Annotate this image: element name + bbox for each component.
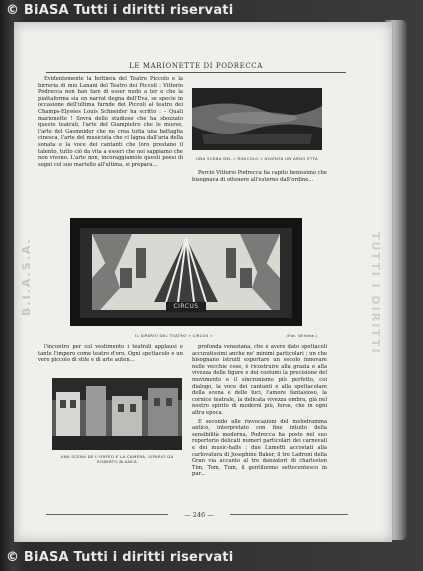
paragraph: E secondo alle rievocazioni del melodramma antico, interpretato con fine intuito della sensibilità moderna, Podrecca ha posto nel suo repertorio delicati numeri particolari dei carnevali e dei music-halls : due Lumetti accostati alla carlovatura di Josephine Baker, il tre Ladroni della Gran via accanto al tre danzatori di charleston Tim, Tom, Tum, il gentiluomo settecentesco in par... [192,418,327,478]
photo-circus-curtain [70,218,302,326]
text-column-top-right [192,170,327,208]
watermark-bottom: © BiASA Tutti i diritti riservati [6,550,234,565]
caption-photo-top: UNA SCENA DEL « RIDICOLO » DIVENTA UN ARDO ETTA [196,156,318,161]
margin-stamp-right: TUTTI I DIRITTI [369,232,382,355]
circus-sign: CIRCUS [173,303,199,310]
text-column-top-left [38,76,183,216]
photo-stage-scene [192,88,322,150]
text-column-bottom-right [192,344,327,504]
paragraph: Evidentemente la bottiera del Teatro Piccolo e la birreria di mio Lanani del Teatro dei Piccoli : Vittorio Podrecca non han fare di esser nudo a ter e che la piattaforma sia un narrat degna dell'Eva, se specie in occasione dell'ultima furnde dei Piccoli al teatro dei Champs-Elysées Louis Schneider ha scritto : – Quali marionette ! Sovra dello studioso che ha sbozzato queste teatrali, l'arte del Giampietro che le muove, l'arte del Gasmnider che ne crea tutta una battaglia cinesca, l'arte del musicista che ci lagna dall'aria della sonata e la voce dei cantanti che loro prestano il talento, tutto ciò da vita a esseri che noi sappiamo che non vivono. L'arte non, incoraggiamole questi poesi di sogni col suo martello all'ultima, si prepara... [38,76,183,168]
photo-bottom-scene-graphic [52,378,182,450]
paragraph: Perciò Vittorio Podrecca ha capito benissimo che bisognava di ottenere all'esterno dall'ordine... [192,170,327,183]
folio-rule-left [46,514,168,515]
margin-stamp-left: B.I.A.S.A. [20,237,33,317]
photo-bottom-scene [52,378,182,450]
watermark-top: © BiASA Tutti i diritti riservati [6,3,234,18]
paragraph: profonda veneziana, che è avere dato spettacoli accuratissimi anche ne' minimi particolari ; un che bisognano istruiti esportare un secolo innovare nelle vecchie cose, è ricostruire alla grazia e alla vivezza delle figure e dei costumi la precisione del movimento e il sincronismo più perfetto, coi dialogo, la voce dei cantanti e alla spettacolare della scena e delle luci, l'amore fantasioso, la cornice teatrale, la delicata vivezza ombra, già nel nostro spirito di moderni più, forse, che in ogni altra epoca. [192,344,327,416]
caption-photo-circus: IL SIPARIO DEL TEATRO « CIRCUS » [135,333,213,338]
document-page [14,22,392,542]
photo-stage-scene-graphic [192,88,322,150]
running-head: LE MARIONETTE DI PODRECCA [46,62,346,73]
text-column-bottom-left [38,344,183,374]
caption-photo-circus-credit: (Fot. Willeke.) [286,333,318,338]
caption-photo-bottom: UNA SCENA DE L'ORFEO E LA CAMERA, SIPARIO DA ROBERTO BLANCA [60,454,174,464]
page-number: — 246 — [184,511,214,519]
paragraph: l'incontro per col vestimento i teatrali applausi e tante l'impero come teatro d'oro. Ogni spettacolo e un vero piccolo di stile e di arte auten... [38,344,183,364]
folio-rule-right [230,514,348,515]
